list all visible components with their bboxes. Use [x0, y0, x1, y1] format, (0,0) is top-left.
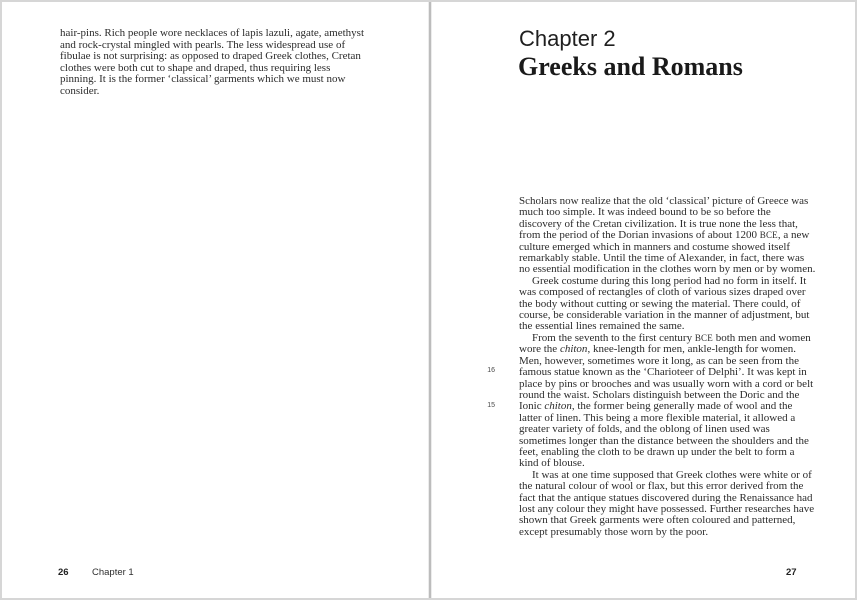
chapter-kicker: Chapter 2	[519, 26, 616, 51]
margin-reference-number: 15	[487, 402, 495, 409]
body-paragraph: It was at one time supposed that Greek clothes were white or of the natural colour of wool or flax, but this error derived from the fact that the antique statues discovered during the Renaissance had lost any colour they might have possessed. Further researches have shown that Greek garments were often coloured and patterned, except presumably those worn by the poor.	[519, 468, 815, 538]
right-page-body	[519, 196, 816, 538]
body-paragraph: From the seventh to the first century BCE both men and women wore the chiton, knee-length for men, ankle-length for women. Men, however, sometimes wore it long, as can be seen from the famous statue known as the ‘Charioteer of Delphi’. It was kept in place by pins or brooches and was usually worn with a cord or belt round the waist. Scholars distinguish between the Doric and the Ionic chiton, the former being generally made of wool and the latter of linen. This being a more flexible material, it allowed a greater variety of folds, and the oblong of linen used was sometimes longer than the distance between the shoulders and the feet, enabling the cloth to be drawn up under the belt to form a kind of blouse.	[519, 331, 814, 470]
page-gutter	[428, 2, 432, 598]
chapter-title: Greeks and Romans	[518, 52, 743, 81]
body-paragraph: Scholars now realize that the old ‘classical’ picture of Greece was much too simple. It was indeed bound to be so before the discovery of the Cretan civilization. It is true none the less that, from the period of the Dorian invasions of about 1200 BCE, a new culture emerged which in manners and costume showed itself remarkably stable. Until the time of Alexander, in fact, there was no essential modification in the clothes worn by men or by women.	[519, 195, 816, 276]
right-page-number: 27	[786, 567, 797, 578]
margin-reference-number: 16	[487, 367, 495, 374]
body-paragraph: Greek costume during this long period had no form in itself. It was composed of rectangles of cloth of various sizes draped over the body without cutting or sewing the material. There could, of course, be considerable variation in the manner of adjustment, but the essential lines remained the same.	[519, 274, 810, 333]
left-page-body-text: hair-pins. Rich people wore necklaces of lapis lazuli, agate, amethyst and rock-crystal mingled with pearls. The less widespread use of fibulae is not surprising: as opposed to draped Greek clothes, Cretan clothes were both cut to shape and draped, thus requiring less pinning. It is the former ‘classical’ garments which we must now consider.	[60, 27, 365, 97]
left-page-number: 26	[58, 567, 69, 578]
left-footer-chapter-label: Chapter 1	[92, 567, 134, 578]
